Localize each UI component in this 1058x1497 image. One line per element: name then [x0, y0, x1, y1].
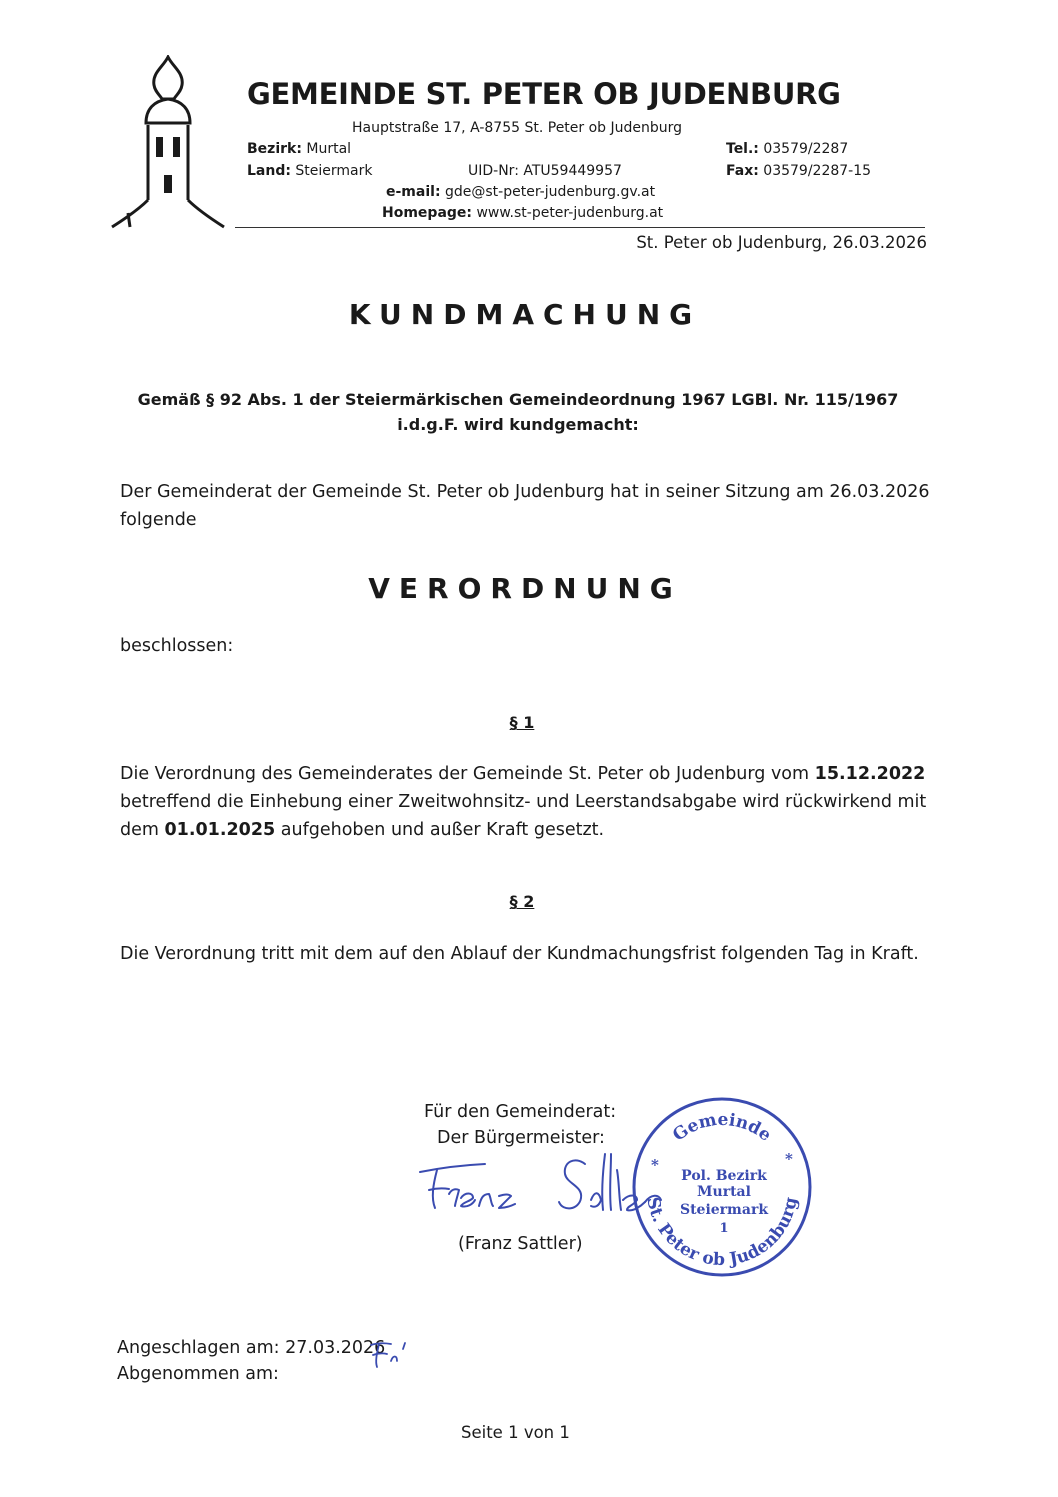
stamp-top-text: Gemeinde — [669, 1109, 775, 1146]
stamp-line1: Pol. Bezirk — [681, 1168, 767, 1184]
land-label: Land: — [247, 163, 291, 179]
section-1-line3-start: dem — [120, 820, 165, 840]
fax-line — [726, 163, 871, 179]
email-label: e-mail: — [386, 184, 441, 200]
homepage-value[interactable]: www.st-peter-judenburg.at — [476, 205, 664, 221]
legal-basis — [0, 387, 1036, 437]
legal-basis-line2: i.d.g.F. wird kundgemacht: — [397, 415, 639, 434]
beschlossen-text: beschlossen: — [120, 636, 234, 656]
section-1-paragraph — [120, 760, 926, 844]
section-1-line1-text: Die Verordnung des Gemeinderates der Gemeinde St. Peter ob Judenburg vom — [120, 764, 815, 784]
date-line: St. Peter ob Judenburg, 26.03.2026 — [636, 233, 927, 252]
angeschlagen-line: Angeschlagen am: 27.03.2026 — [117, 1338, 386, 1358]
signature-role: Der Bürgermeister: — [437, 1128, 605, 1148]
tel-value: 03579/2287 — [763, 141, 849, 157]
svg-text:Gemeinde — [669, 1110, 775, 1146]
homepage-line — [382, 205, 663, 221]
intro-paragraph — [120, 478, 930, 534]
page-number: Seite 1 von 1 — [461, 1423, 570, 1442]
stamp-bottom-text: St. Peter ob Judenburg — [642, 1195, 802, 1271]
bezirk-line — [247, 141, 351, 157]
section-1-line2: betreffend die Einhebung einer Zweitwohnsitz- und Leerstandsabgabe wird rückwirkend mit — [120, 792, 927, 812]
address: Hauptstraße 17, A-8755 St. Peter ob Judenburg — [352, 120, 683, 136]
tel-label: Tel.: — [726, 141, 759, 157]
stamp-line4: 1 — [719, 1221, 729, 1236]
section-1-line3-end: aufgehoben und außer Kraft gesetzt. — [275, 820, 605, 840]
section-1-line3 — [120, 816, 926, 844]
bezirk-label: Bezirk: — [247, 141, 302, 157]
header-divider — [235, 227, 925, 228]
email-value[interactable]: gde@st-peter-judenburg.gv.at — [445, 184, 656, 200]
official-seal-stamp — [627, 1092, 817, 1282]
signature-name: (Franz Sattler) — [458, 1234, 583, 1254]
intro-line1: Der Gemeinderat der Gemeinde St. Peter ob Judenburg hat in seiner Sitzung am 26.03.2026 — [120, 482, 930, 502]
bezirk-value: Murtal — [306, 141, 352, 157]
land-value: Steiermark — [295, 163, 373, 179]
fax-value: 03579/2287-15 — [763, 163, 872, 179]
fax-label: Fax: — [726, 163, 759, 179]
section-1-line1 — [120, 760, 926, 788]
uid-number: UID-Nr: ATU59449957 — [468, 163, 622, 179]
section-1-title: § 1 — [509, 713, 535, 732]
date-15-12-2022: 15.12.2022 — [814, 764, 926, 784]
section-2-text: Die Verordnung tritt mit dem auf den Ablauf der Kundmachungsfrist folgenden Tag in Kraft. — [120, 944, 919, 964]
stamp-line2: Murtal — [697, 1184, 751, 1200]
stamp-line3: Steiermark — [679, 1202, 769, 1218]
signature-for-label: Für den Gemeinderat: — [424, 1102, 617, 1122]
municipality-title: GEMEINDE ST. PETER OB JUDENBURG — [247, 77, 841, 111]
tel-line — [726, 141, 848, 157]
abgenommen-line: Abgenommen am: — [117, 1364, 279, 1384]
svg-text:*: * — [785, 1150, 793, 1168]
email-line — [386, 184, 655, 200]
section-2-title: § 2 — [509, 892, 535, 911]
handwritten-initials — [363, 1335, 423, 1370]
homepage-label: Homepage: — [382, 205, 473, 221]
svg-text:*: * — [651, 1156, 659, 1174]
heading-verordnung: VERORDNUNG — [368, 572, 682, 605]
intro-line2: folgende — [120, 510, 197, 530]
land-line — [247, 163, 373, 179]
heading-kundmachung: KUNDMACHUNG — [348, 298, 702, 331]
date-01-01-2025: 01.01.2025 — [164, 820, 276, 840]
legal-basis-line1: Gemäß § 92 Abs. 1 der Steiermärkischen Gemeindeordnung 1967 LGBl. Nr. 115/1967 — [137, 390, 899, 409]
church-tower-logo — [108, 55, 228, 230]
